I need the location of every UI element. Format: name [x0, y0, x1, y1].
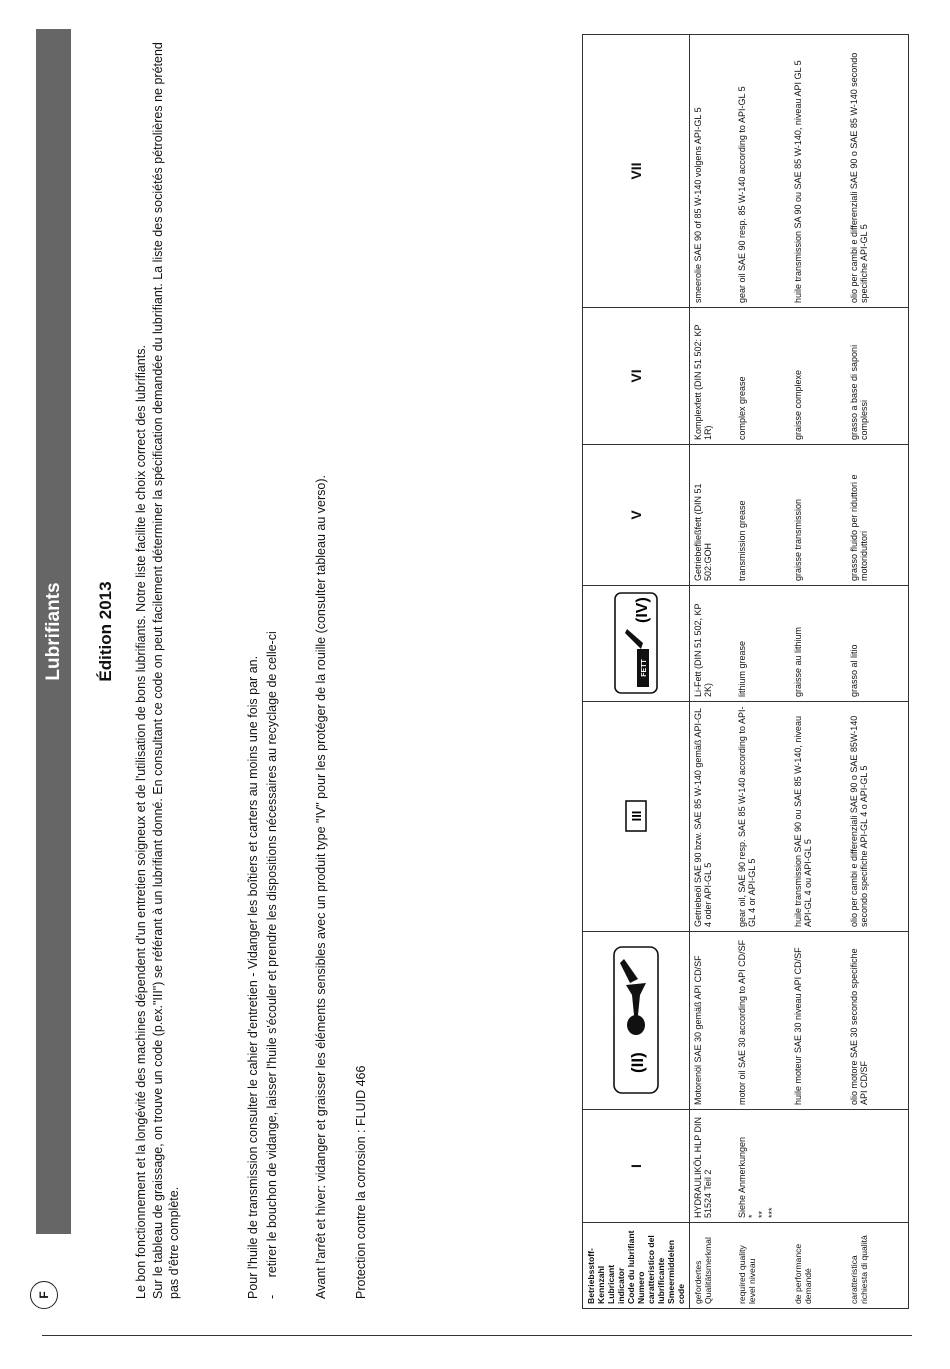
cell: transmission grease: [737, 500, 747, 581]
code-VII: VII: [583, 35, 690, 308]
cell: smeerolie SAE 90 of 85 W-140 volgens API-GL 5: [693, 107, 703, 303]
intro-paragraph-2: Sur le tableau de graissage, on trouve un code (p.ex."III") se référant à un lubrifiant donné. En consultant ce code on peut facilement déterminer la spécification demandée du lubrifiant. La liste des sociétés pétrolières ne prétend pas d'être complète.: [151, 42, 181, 1299]
header-label-2: Code du lubrifiant: [626, 1230, 636, 1304]
transmission-line-2: retirer le bouchon de vidange, laisser l'huile s'écouler et prendre les dispositions nécessaires au recyclage de celle-ci: [265, 631, 279, 1278]
cell: huile transmission SAE 90 ou SAE 85 W-140, niveau API-GL 4 ou API-GL 5: [793, 716, 813, 927]
code-I: I: [583, 1110, 690, 1223]
col-VII-cells: [690, 35, 909, 308]
language-badge: F: [30, 1281, 58, 1309]
cell: olio motore SAE 30 secondo specifiche API CD/SF: [849, 948, 869, 1105]
cell: gear oil, SAE 90 resp. SAE 85 W-140 according to API-GL 4 or API-GL 5: [737, 706, 757, 927]
row-label: gefordertes Qualitätsmerkmal: [693, 1237, 713, 1304]
page-title: Lubrifiants: [36, 29, 71, 1234]
col-I-cells: [690, 1110, 909, 1223]
gear-icon: [624, 800, 648, 834]
code-III-label: III: [629, 811, 644, 822]
cell: huile transmission SA 90 ou SAE 85 W-140, niveau API GL 5: [793, 60, 803, 303]
code-IV-label: (IV): [634, 597, 651, 624]
cell: complex grease: [737, 376, 747, 440]
cell: Getriebefließfett (DIN 51 502:GOH: [693, 483, 713, 581]
fett-label: FETT: [641, 659, 648, 678]
cell: Getriebeöl SAE 90 bzw. SAE 85 W-140 gemäß API-GL 4 oder API-GL 5: [693, 708, 713, 927]
cell: lithium grease: [737, 640, 747, 697]
left-rule: [42, 1335, 912, 1336]
header-label-1: Lubricant indicator: [606, 1264, 626, 1304]
cell: grasso fluido per riduttori e motoriduttori: [849, 474, 869, 581]
cell: Motorenöl SAE 30 gemäß API CD/SF: [693, 955, 703, 1105]
col-VI-cells: [690, 308, 909, 445]
corrosion-note: Protection contre la corrosion : FLUID 466: [354, 1065, 368, 1299]
cell: graisse au lithium: [793, 626, 803, 697]
code-IV-cell: [583, 586, 690, 702]
row-label: de performance demandé: [793, 1243, 813, 1304]
col-IV-cells: [690, 586, 909, 702]
cell: graisse transmission: [793, 498, 803, 581]
cell: gear oil SAE 90 resp. 85 W-140 according to API-GL 5: [737, 86, 747, 303]
col-V-cells: [690, 445, 909, 586]
cell: huile moteur SAE 30 niveau API CD/SF: [793, 947, 803, 1105]
bullet-mark: -: [265, 1294, 279, 1299]
row-label: required quality level niveau: [737, 1245, 757, 1304]
lubricant-table: [582, 34, 909, 1309]
transmission-bullet: [265, 631, 279, 1299]
header-label-4: Smeermiddelen code: [666, 1240, 686, 1304]
col-II-cells: [690, 932, 909, 1110]
code-III-cell: [583, 702, 690, 932]
edition-heading: Édition 2013: [96, 581, 115, 682]
cell: olio per cambi e differenziali SAE 90 o SAE 85W-140 secondo specifiche API-GL 4 o API-GL 5: [849, 715, 869, 927]
cell: grasso a base di saponi complessi: [849, 344, 869, 440]
intro-paragraph-1: Le bon fonctionnement et la longévité des machines dépendent d'un entretien soigneux et de l'utilisation de bons lubrifiants. Notre liste facilite le choix correct des lubrifiants.: [134, 345, 148, 1299]
cell: Li-Fett (DIN 51 502, KP 2K): [693, 603, 713, 697]
cell: grasso al litio: [849, 644, 859, 697]
header-row: [583, 35, 690, 1309]
row-label-cell: [690, 1223, 909, 1309]
code-V: V: [583, 445, 690, 586]
code-VI: VI: [583, 308, 690, 445]
header-label-0: Betriebsstoff-Kennzahl: [586, 1248, 606, 1304]
winter-note: Avant l'arrêt et hiver: vidanger et graisser les éléments sensibles avec un produit type "IV" pour les protéger de la rouille (consulter tableau au verso).: [314, 475, 328, 1299]
cell: motor oil SAE 30 according to API CD/SF: [737, 939, 747, 1105]
code-II-label: (II): [628, 1052, 647, 1074]
cell: Siehe Anmerkungen * ** ***: [737, 1136, 777, 1218]
grease-gun-icon: [613, 592, 659, 696]
row-label: caratteristica richiesta di qualità: [849, 1235, 869, 1304]
cell: Komplexfett (DIN 51 502: KP 1R): [693, 324, 713, 440]
header-label-cell: [583, 1223, 690, 1309]
oil-can-icon: [612, 946, 660, 1096]
cell: HYDRAULIKÖL HLP DIN 51524 Teil 2: [693, 1116, 713, 1218]
cell: graisse complexe: [793, 369, 803, 440]
header-label-3: Numero caratteristico del lubrificante: [636, 1235, 666, 1304]
cell: olio per cambi e differenziali SAE 90 o SAE 85 W-140 secondo specifiche API-GL 5: [849, 52, 869, 303]
code-II-cell: [583, 932, 690, 1110]
body-row: [690, 35, 909, 1309]
transmission-line: Pour l'huile de transmission consulter le cahier d'entretien - Vidanger les boîtiers et carters au moins une fois par an.: [246, 655, 260, 1299]
col-III-cells: [690, 702, 909, 932]
